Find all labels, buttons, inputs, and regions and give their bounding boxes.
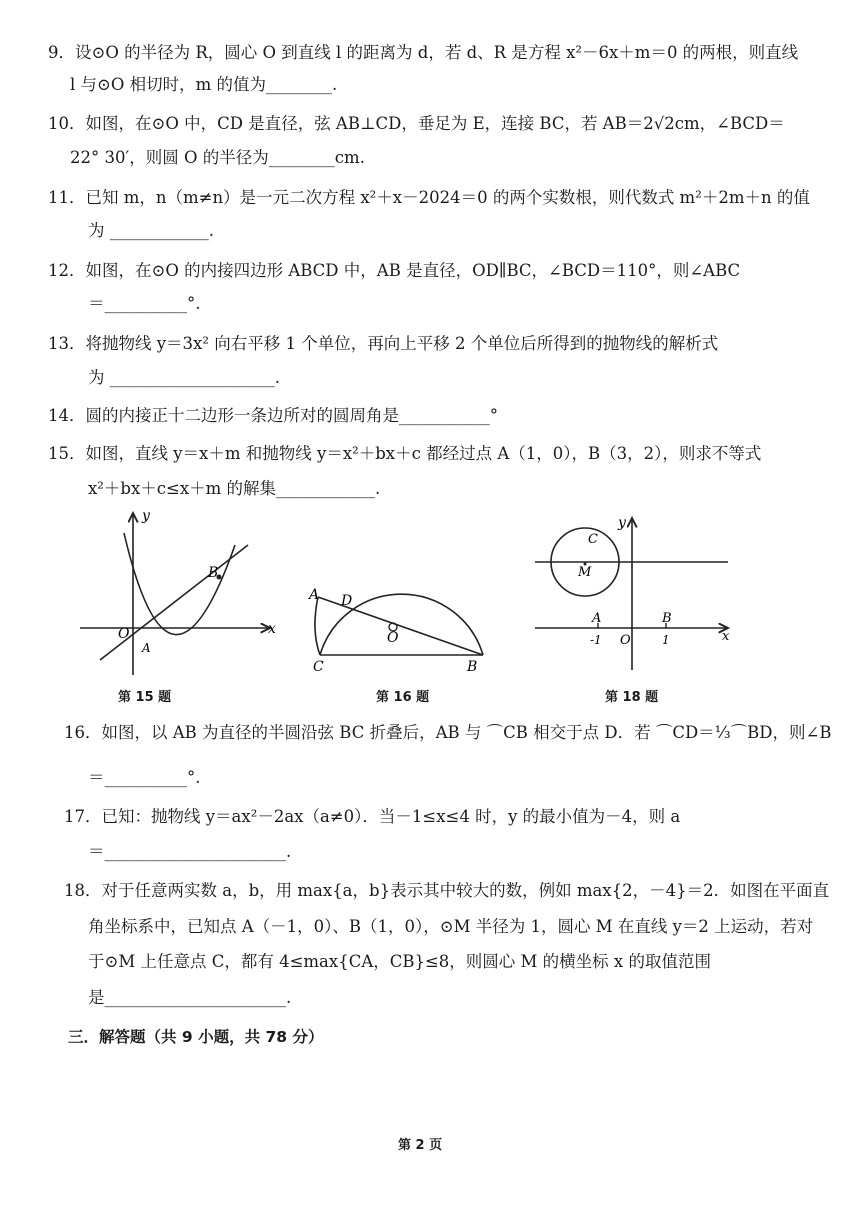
fig18-label-m: M bbox=[578, 565, 592, 580]
question-16-line-1: 16．如图，以 AB 为直径的半圆沿弦 BC 折叠后，AB 与 ⌒CB 相交于点 D．若 ⌒CD＝⅓⌒BD，则∠B bbox=[64, 723, 832, 742]
section-heading: 三．解答题（共 9 小题，共 78 分） bbox=[68, 1028, 324, 1046]
fig16-label-o: O bbox=[387, 630, 399, 646]
fig15-label-o: O bbox=[118, 626, 130, 642]
question-17-line-2: ＝______________________. bbox=[88, 842, 292, 861]
question-10-line-2: 22° 30′，则圆 O 的半径为________cm. bbox=[70, 148, 365, 167]
fig16-label-d: D bbox=[341, 593, 353, 609]
question-16-line-2: ＝__________°. bbox=[88, 768, 201, 787]
question-14-line-1: 14．圆的内接正十二边形一条边所对的圆周角是___________° bbox=[48, 406, 498, 425]
question-13-line-1: 13．将抛物线 y＝3x² 向右平移 1 个单位，再向上平移 2 个单位后所得到的抛物线的解析式 bbox=[48, 334, 719, 353]
figure-15-caption: 第 15 题 bbox=[118, 690, 172, 705]
fig18-label-neg1: -1 bbox=[590, 633, 602, 647]
question-10-line-1: 10．如图，在⊙O 中，CD 是直径，弦 AB⊥CD，垂足为 E，连接 BC，若 AB＝2√2cm，∠BCD＝ bbox=[48, 114, 785, 133]
fig18-label-a: A bbox=[592, 611, 602, 626]
question-17-line-1: 17．已知：抛物线 y＝ax²－2ax（a≠0）．当－1≤x≤4 时，y 的最小值为－4，则 a bbox=[64, 807, 681, 826]
fig18-label-b: B bbox=[662, 611, 672, 626]
figure-16 bbox=[305, 525, 500, 675]
fig18-label-y: y bbox=[618, 515, 626, 531]
fig15-label-a: A bbox=[142, 641, 151, 655]
fig15-label-y: y bbox=[142, 508, 150, 524]
question-15-line-2: x²＋bx＋c≤x＋m 的解集____________. bbox=[88, 479, 381, 498]
figure-18 bbox=[530, 510, 740, 675]
figure-16-caption: 第 16 题 bbox=[376, 690, 430, 705]
question-9-line-1: 9．设⊙O 的半径为 R，圆心 O 到直线 l 的距离为 d，若 d、R 是方程 x²－6x＋m＝0 的两根，则直线 bbox=[48, 43, 799, 62]
fig16-folded-arc bbox=[315, 597, 320, 655]
fig16-label-b: B bbox=[467, 659, 478, 675]
question-18-line-2: 角坐标系中，已知点 A（－1，0）、B（1，0），⊙M 半径为 1，圆心 M 在直线 y＝2 上运动，若对 bbox=[88, 917, 814, 936]
figure-18-caption: 第 18 题 bbox=[605, 690, 659, 705]
fig15-parabola bbox=[124, 533, 235, 635]
question-18-line-3: 于⊙M 上任意点 C，都有 4≤max{CA，CB}≤8，则圆心 M 的横坐标 x 的取值范围 bbox=[88, 952, 711, 971]
question-11-line-2: 为 ____________. bbox=[88, 221, 214, 240]
fig18-label-o: O bbox=[620, 633, 631, 648]
question-12-line-2: ＝__________°. bbox=[88, 294, 201, 313]
question-12-line-1: 12．如图，在⊙O 的内接四边形 ABCD 中，AB 是直径，OD∥BC，∠BCD＝110°，则∠ABC bbox=[48, 261, 741, 280]
fig18-label-x: x bbox=[722, 629, 730, 644]
fig16-label-c: C bbox=[313, 659, 324, 675]
question-13-line-2: 为 ____________________. bbox=[88, 368, 280, 387]
figure-15 bbox=[80, 505, 280, 680]
fig15-line bbox=[100, 545, 248, 660]
fig18-label-one: 1 bbox=[662, 633, 670, 647]
fig16-label-a: A bbox=[309, 587, 320, 603]
question-15-line-1: 15．如图，直线 y＝x＋m 和抛物线 y＝x²＋bx＋c 都经过点 A（1，0），B（3，2），则求不等式 bbox=[48, 444, 762, 463]
fig15-label-x: x bbox=[268, 621, 276, 637]
page-number: 第 2 页 bbox=[398, 1138, 443, 1153]
question-18-line-1: 18．对于任意两实数 a，b，用 max{a，b}表示其中较大的数，例如 max{2，－4}＝2．如图在平面直 bbox=[64, 881, 830, 900]
question-11-line-1: 11．已知 m，n（m≠n）是一元二次方程 x²＋x－2024＝0 的两个实数根，则代数式 m²＋2m＋n 的值 bbox=[48, 188, 810, 207]
question-18-line-4: 是______________________. bbox=[88, 988, 292, 1007]
fig18-label-c: C bbox=[588, 532, 598, 547]
fig15-label-b: B bbox=[208, 565, 219, 581]
question-9-line-2: l 与⊙O 相切时，m 的值为________. bbox=[70, 75, 338, 94]
